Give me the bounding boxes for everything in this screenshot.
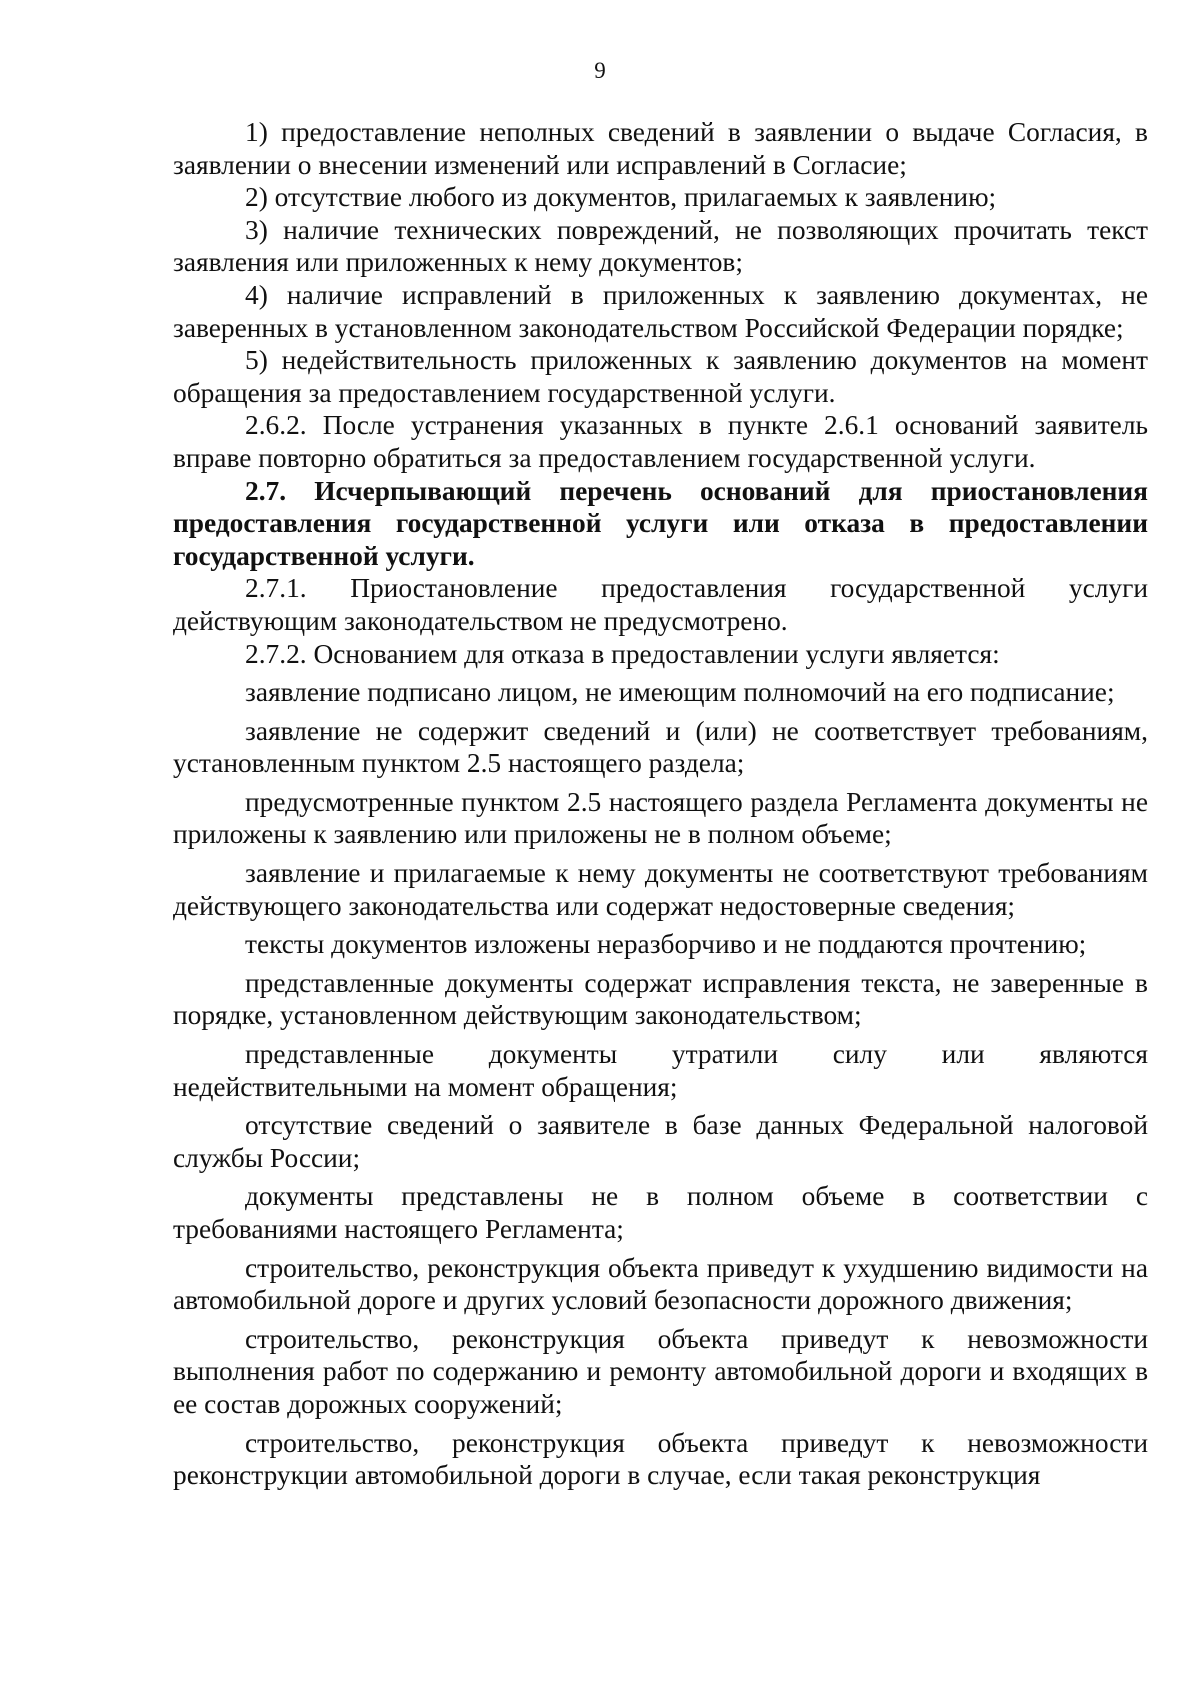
- refusal-ground: строительство, реконструкция объекта приведут к ухудшению видимости на автомобильной дороге и других условий безопасности дорожного движения;: [173, 1252, 1148, 1316]
- document-body: [173, 116, 1148, 1492]
- section-heading-2-7: 2.7. Исчерпывающий перечень оснований для приостановления предоставления государственной услуги или отказа в предоставлении государственной услуги.: [173, 475, 1148, 571]
- refusal-ground: представленные документы содержат исправления текста, не заверенные в порядке, установленном действующим законодательством;: [173, 967, 1148, 1031]
- refusal-ground: заявление не содержит сведений и (или) не соответствует требованиям, установленным пунктом 2.5 настоящего раздела;: [173, 715, 1148, 779]
- refusal-ground: документы представлены не в полном объеме в соответствии с требованиями настоящего Регламента;: [173, 1181, 1148, 1244]
- refusal-ground: заявление и прилагаемые к нему документы не соответствуют требованиям действующего законодательства или содержат недостоверные сведения;: [173, 858, 1148, 921]
- refusal-ground: строительство, реконструкция объекта приведут к невозможности реконструкции автомобильной дороги в случае, если такая реконструкция: [173, 1427, 1148, 1491]
- page-number: 9: [594, 58, 606, 83]
- clause-2-7-1: 2.7.1. Приостановление предоставления государственной услуги действующим законодательством не предусмотрено.: [173, 573, 1148, 636]
- clause-2-7-2: 2.7.2. Основанием для отказа в предоставлении услуги является:: [245, 638, 1000, 669]
- list-item-3: 3) наличие технических повреждений, не позволяющих прочитать текст заявления или приложенных к нему документов;: [173, 214, 1148, 278]
- list-item-5: 5) недействительность приложенных к заявлению документов на момент обращения за предоставлением государственной услуги.: [173, 345, 1148, 408]
- refusal-ground: заявление подписано лицом, не имеющим полномочий на его подписание;: [245, 677, 1115, 708]
- refusal-ground: тексты документов изложены неразборчиво и не поддаются прочтению;: [245, 929, 1087, 960]
- list-item-4: 4) наличие исправлений в приложенных к заявлению документах, не заверенных в установленном законодательством Российской Федерации порядке;: [173, 279, 1148, 343]
- list-item-1: 1) предоставление неполных сведений в заявлении о выдаче Согласия, в заявлении о внесении изменений или исправлений в Согласие;: [173, 117, 1148, 180]
- refusal-ground: представленные документы утратили силу или являются недействительными на момент обращения;: [173, 1039, 1148, 1102]
- refusal-ground: строительство, реконструкция объекта приведут к невозможности выполнения работ по содержанию и ремонту автомобильной дороги и входящих в ее состав дорожных сооружений;: [173, 1323, 1148, 1419]
- refusal-ground: отсутствие сведений о заявителе в базе данных Федеральной налоговой службы России;: [173, 1110, 1148, 1173]
- refusal-ground: предусмотренные пунктом 2.5 настоящего раздела Регламента документы не приложены к заявлению или приложены не в полном объеме;: [173, 786, 1148, 850]
- list-item-2: 2) отсутствие любого из документов, прилагаемых к заявлению;: [245, 182, 997, 213]
- clause-2-6-2: 2.6.2. После устранения указанных в пункте 2.6.1 оснований заявитель вправе повторно обратиться за предоставлением государственной услуги.: [173, 410, 1148, 473]
